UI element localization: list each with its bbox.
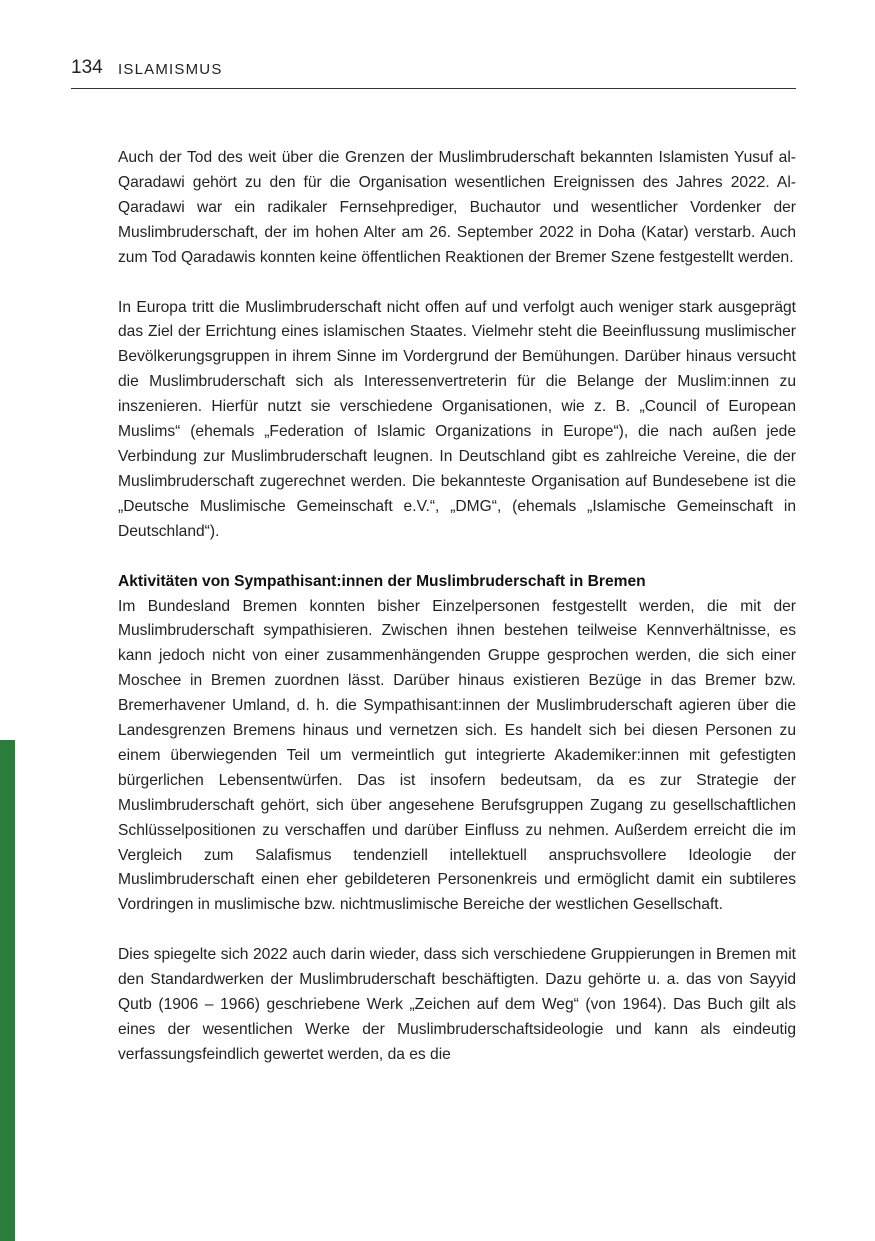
page-number: 134 (71, 57, 103, 78)
paragraph-gap (118, 545, 796, 570)
paragraph-bremen: Im Bundesland Bremen konnten bisher Einzelpersonen festgestellt werden, die mit der Muslimbruderschaft sympathisieren. Zwischen ihnen bestehen teilweise Kennverhältnisse, es kann jedoch nicht von einer zusammenhängenden Gruppe gesprochen werden, die sich einer Moschee in Bremen zuordnen lässt. Darüber hinaus existieren Bezüge in das Bremer bzw. Bremerhavener Umland, d. h. die Sympathisant:innen der Muslimbruderschaft agieren über die Landesgrenzen Bremens hinaus und vernetzen sich. Es handelt sich bei diesen Personen zu einem überwiegenden Teil um vermeintlich gut integrierte Akademiker:innen mit gefestigten bürgerlichen Lebensentwürfen. Das ist insofern bedeutsam, da es zur Strategie der Muslimbruderschaft gehört, sich über angesehene Berufsgruppen Zugang zu gesellschaftlichen Schlüsselpositionen zu verschaffen und darüber Einfluss zu nehmen. Außerdem erreicht die im Vergleich zum Salafismus tendenziell intellektuell anspruchsvollere Ideologie der Muslimbruderschaft einen eher gebildeteren Personenkreis und ermöglicht damit ein subtileres Vordringen in muslimische bzw. nichtmuslimische Bereiche der westlichen Gesellschaft. (118, 597, 796, 914)
paragraph-gap (118, 271, 796, 296)
chapter-tab-bar (0, 740, 15, 1241)
paragraph-gap (118, 918, 796, 943)
section-heading: Aktivitäten von Sympathisant:innen der Muslimbruderschaft in Bremen (118, 572, 646, 590)
paragraph-qaradawi: Auch der Tod des weit über die Grenzen der Muslimbruderschaft bekannten Islamisten Yusuf al-Qaradawi gehört zu den für die Organisation wesentlichen Ereignissen des Jahres 2022. Al-Qaradawi war ein radikaler Fernsehprediger, Buchautor und wesentlicher Vordenker der Muslimbruderschaft, der im hohen Alter am 26. September 2022 in Doha (Katar) verstarb. Auch zum Tod Qaradawis konnten keine öffentlichen Reaktionen der Bremer Szene festgestellt werden. (118, 149, 796, 266)
paragraph-qutb: Dies spiegelte sich 2022 auch darin wieder, dass sich verschiedene Gruppierungen in Bremen mit den Standardwerken der Muslimbruderschaft beschäftigten. Dazu gehörte u. a. das von Sayyid Qutb (1906 – 1966) geschriebene Werk „Zeichen auf dem Weg“ (von 1964). Das Buch gilt als eines der wesentlichen Werke der Muslimbruderschaftsideologie und kann als eindeutig verfassungsfeindlich gewertet werden, da es die (118, 946, 796, 1063)
running-title: ISLAMISMUS (118, 61, 223, 78)
body-text (118, 146, 796, 1068)
paragraph-europe: In Europa tritt die Muslimbruderschaft nicht offen auf und verfolgt auch weniger stark ausgeprägt das Ziel der Errichtung eines islamischen Staates. Vielmehr steht die Beeinflussung muslimischer Bevölkerungsgruppen in ihrem Sinne im Vordergrund der Bemühungen. Darüber hinaus versucht die Muslimbruderschaft sich als Interessenvertreterin für die Belange der Muslim:innen zu inszenieren. Hierfür nutzt sie verschiedene Organisationen, wie z. B. „Council of European Muslims“ (ehemals „Federation of Islamic Organizations in Europe“), die nach außen jede Verbindung zur Muslimbruderschaft leugnen. In Deutschland gibt es zahlreiche Vereine, die der Muslimbruderschaft zugerechnet werden. Die bekannteste Organisation auf Bundesebene ist die „Deutsche Muslimische Gemeinschaft e.V.“, „DMG“, (ehemals „Islamische Gemeinschaft in Deutschland“). (118, 298, 796, 540)
page-header (71, 55, 796, 89)
